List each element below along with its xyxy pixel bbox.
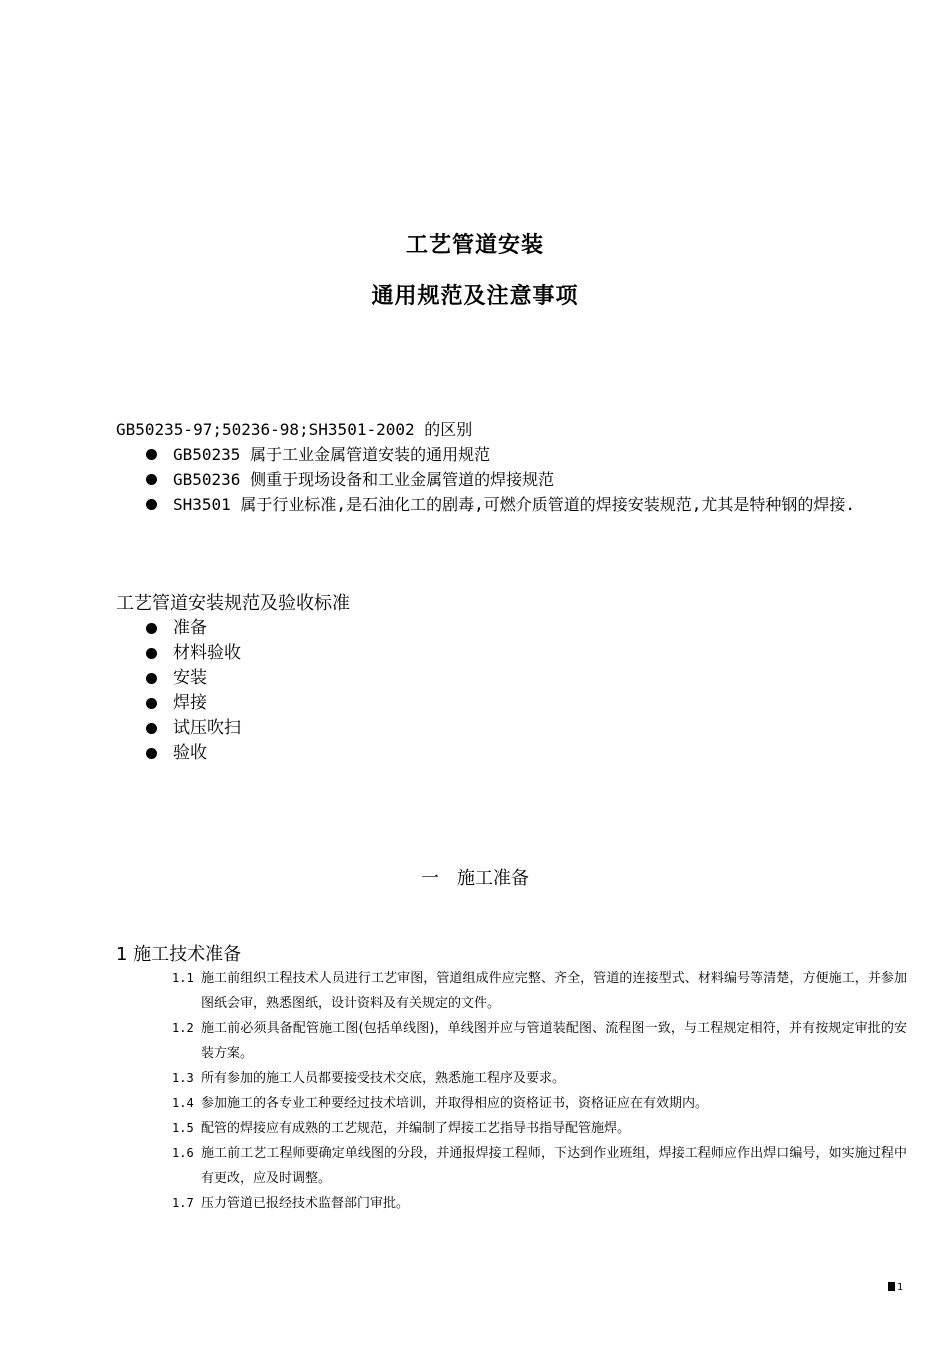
bullet-icon (146, 499, 157, 510)
item-number: 1.7 (172, 1196, 194, 1210)
item-number: 1.2 (172, 1021, 194, 1035)
list-item (172, 1191, 907, 1216)
list-item (116, 616, 916, 641)
page-number-text: 1 (897, 1282, 904, 1293)
section-number: 一 (421, 868, 439, 889)
acceptance-list (116, 616, 916, 766)
list-item (116, 666, 916, 691)
bullet-icon (146, 449, 157, 460)
item-number: 1.3 (172, 1071, 194, 1085)
bullet-icon (146, 673, 157, 684)
section-title-text: 施工准备 (457, 868, 529, 889)
item-text: 所有参加的施工人员都要接受技术交底，熟悉施工程序及要求。 (201, 1071, 566, 1086)
list-item (116, 467, 916, 492)
item-text: 施工前必须具备配管施工图(包括单线图)，单线图并应与管道装配图、流程图一致，与工程规定相符，并有按规定审批的安装方案。 (201, 1021, 907, 1061)
list-item-text: 材料验收 (173, 643, 241, 663)
item-text: 参加施工的各专业工种要经过技术培训，并取得相应的资格证书，资格证应在有效期内。 (201, 1096, 709, 1111)
list-item (172, 1141, 907, 1191)
list-item-text: 验收 (173, 743, 207, 763)
bullet-icon (146, 723, 157, 734)
standards-heading: GB50235-97;50236-98;SH3501-2002 的区别 (116, 420, 473, 439)
item-number: 1.5 (172, 1121, 194, 1135)
item-number: 1.1 (172, 971, 194, 985)
bullet-icon (146, 474, 157, 485)
list-item (172, 1116, 907, 1141)
item-number: 1.6 (172, 1146, 194, 1160)
item-text: 配管的焊接应有成熟的工艺规范，并编制了焊接工艺指导书指导配管施焊。 (201, 1121, 631, 1136)
document-title: 工艺管道安装 (405, 233, 544, 258)
list-item-text: 试压吹扫 (173, 718, 241, 738)
list-item (172, 966, 907, 1016)
list-item (116, 641, 916, 666)
list-item-text: 安装 (173, 668, 207, 688)
acceptance-heading: 工艺管道安装规范及验收标准 (116, 593, 350, 614)
standards-list (116, 442, 916, 517)
list-item (116, 492, 916, 517)
requirements-list (172, 966, 907, 1216)
list-item (172, 1016, 907, 1066)
bullet-icon (146, 648, 157, 659)
document-subtitle: 通用规范及注意事项 (371, 284, 579, 309)
page-number (888, 1282, 903, 1293)
item-text: 压力管道已报经技术监督部门审批。 (201, 1196, 410, 1211)
standards-block (116, 417, 916, 517)
item-text: 施工前工艺工程师要确定单线图的分段，并通报焊接工程师，下达到作业班组，焊接工程师应作出焊口编号，如实施过程中有更改，应及时调整。 (201, 1146, 907, 1186)
bullet-icon (146, 623, 157, 634)
list-item-text: 准备 (173, 618, 207, 638)
list-item-text: SH3501 属于行业标准,是石油化工的剧毒,可燃介质管道的焊接安装规范,尤其是特种钢的焊接. (173, 495, 855, 514)
list-item-text: GB50236 侧重于现场设备和工业金属管道的焊接规范 (173, 470, 555, 489)
list-item (116, 716, 916, 741)
page-mark-icon (888, 1282, 895, 1291)
bullet-icon (146, 698, 157, 709)
list-item-text: GB50235 属于工业金属管道安装的通用规范 (173, 445, 491, 464)
list-item-text: 焊接 (173, 693, 207, 713)
subsection-heading: 1 施工技术准备 (116, 944, 242, 965)
item-text: 施工前组织工程技术人员进行工艺审图，管道组成件应完整、齐全，管道的连接型式、材料编号等清楚，方便施工，并参加图纸会审，熟悉图纸，设计资料及有关规定的文件。 (201, 971, 907, 1011)
item-number: 1.4 (172, 1096, 194, 1110)
list-item (172, 1066, 907, 1091)
list-item (116, 741, 916, 766)
list-item (116, 442, 916, 467)
section-title (0, 864, 950, 890)
list-item (172, 1091, 907, 1116)
list-item (116, 691, 916, 716)
acceptance-block (116, 591, 916, 766)
bullet-icon (146, 748, 157, 759)
